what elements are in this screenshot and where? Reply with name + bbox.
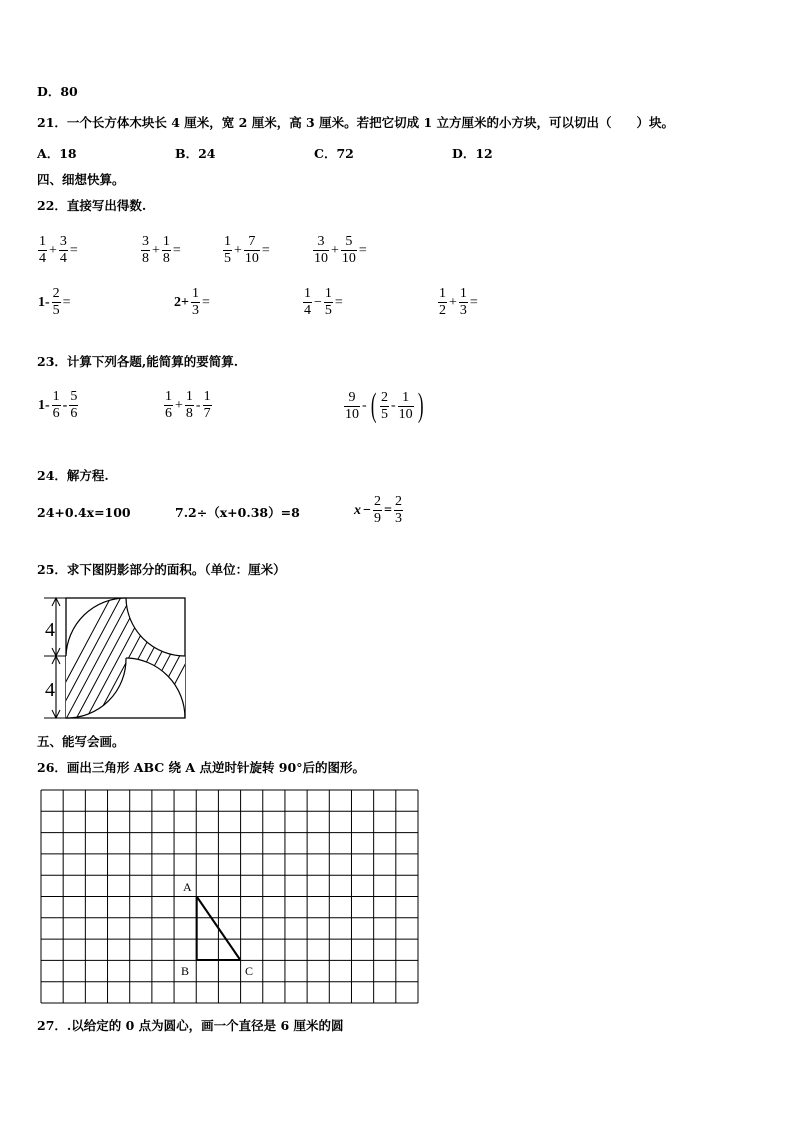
dim-label-bottom: 4	[45, 679, 55, 701]
q27-stem: 27．.以给定的 0 点为圆心，画一个直径是 6 厘米的圆	[37, 1018, 344, 1033]
q22-expr-2: $\frac{3}{8}$ + $\frac{1}{8}$ =	[142, 234, 181, 266]
q23-expr-2: $\frac{1}{6}$ + $\frac{1}{8}$ - $\frac{1}{7}$	[165, 389, 211, 421]
q21-option-b: B．24	[175, 146, 216, 161]
q24-equation-3: x − $\frac{2}{9}$ = $\frac{2}{3}$	[354, 494, 402, 526]
section-5-title: 五、能写会画。	[37, 734, 125, 749]
q21-stem: 21．一个长方体木块长 4 厘米，宽 2 厘米，高 3 厘米。若把它切成 1 立方厘米的小方块，可以切出（ ）块。	[37, 115, 675, 130]
q23-expr-3: $\frac{9}{10}$ - ( $\frac{2}{5}$ - $\frac{1}{10}$ )	[345, 387, 424, 424]
q22-expr-1: $\frac{1}{4}$ + $\frac{3}{4}$ =	[39, 234, 78, 266]
vertex-label-a: A	[183, 880, 192, 894]
q22-expr-3: $\frac{1}{5}$ + $\frac{7}{10}$ =	[224, 234, 270, 266]
q22-expr-5: 1- $\frac{2}{5}$ =	[38, 286, 71, 318]
q22-stem: 22．直接写出得数.	[37, 198, 147, 213]
q24-stem: 24．解方程.	[37, 468, 109, 483]
q25-shaded-figure	[38, 594, 190, 720]
q21-option-d: D．12	[452, 146, 493, 161]
q22-expr-4: $\frac{3}{10}$ + $\frac{5}{10}$ =	[314, 234, 367, 266]
dim-label-top: 4	[45, 619, 55, 641]
q21-option-a: A．18	[37, 146, 77, 161]
vertex-label-b: B	[181, 964, 190, 978]
q25-stem: 25．求下图阴影部分的面积。（单位：厘米）	[37, 562, 286, 577]
shaded-region	[38, 594, 190, 720]
q22-expr-7: $\frac{1}{4}$ − $\frac{1}{5}$ =	[304, 286, 343, 318]
q23-expr-1: 1- $\frac{1}{6}$ - $\frac{5}{6}$	[38, 389, 78, 421]
q26-stem: 26．画出三角形 ABC 绕 A 点逆时针旋转 90°后的图形。	[37, 760, 365, 775]
q22-expr-6: 2+ $\frac{1}{3}$ =	[174, 286, 210, 318]
q20-option-d: D．80	[37, 84, 78, 99]
q24-equation-1: 24+0.4x=100	[37, 505, 131, 520]
q24-equation-2: 7.2÷（x+0.38）=8	[175, 505, 300, 520]
q22-expr-8: $\frac{1}{2}$ + $\frac{1}{3}$ =	[439, 286, 478, 318]
q23-stem: 23．计算下列各题,能简算的要简算.	[37, 354, 239, 369]
vertex-label-c: C	[245, 964, 254, 978]
q21-option-c: C．72	[314, 146, 354, 161]
section-4-title: 四、细想快算。	[37, 172, 125, 187]
q26-grid	[40, 789, 420, 1007]
